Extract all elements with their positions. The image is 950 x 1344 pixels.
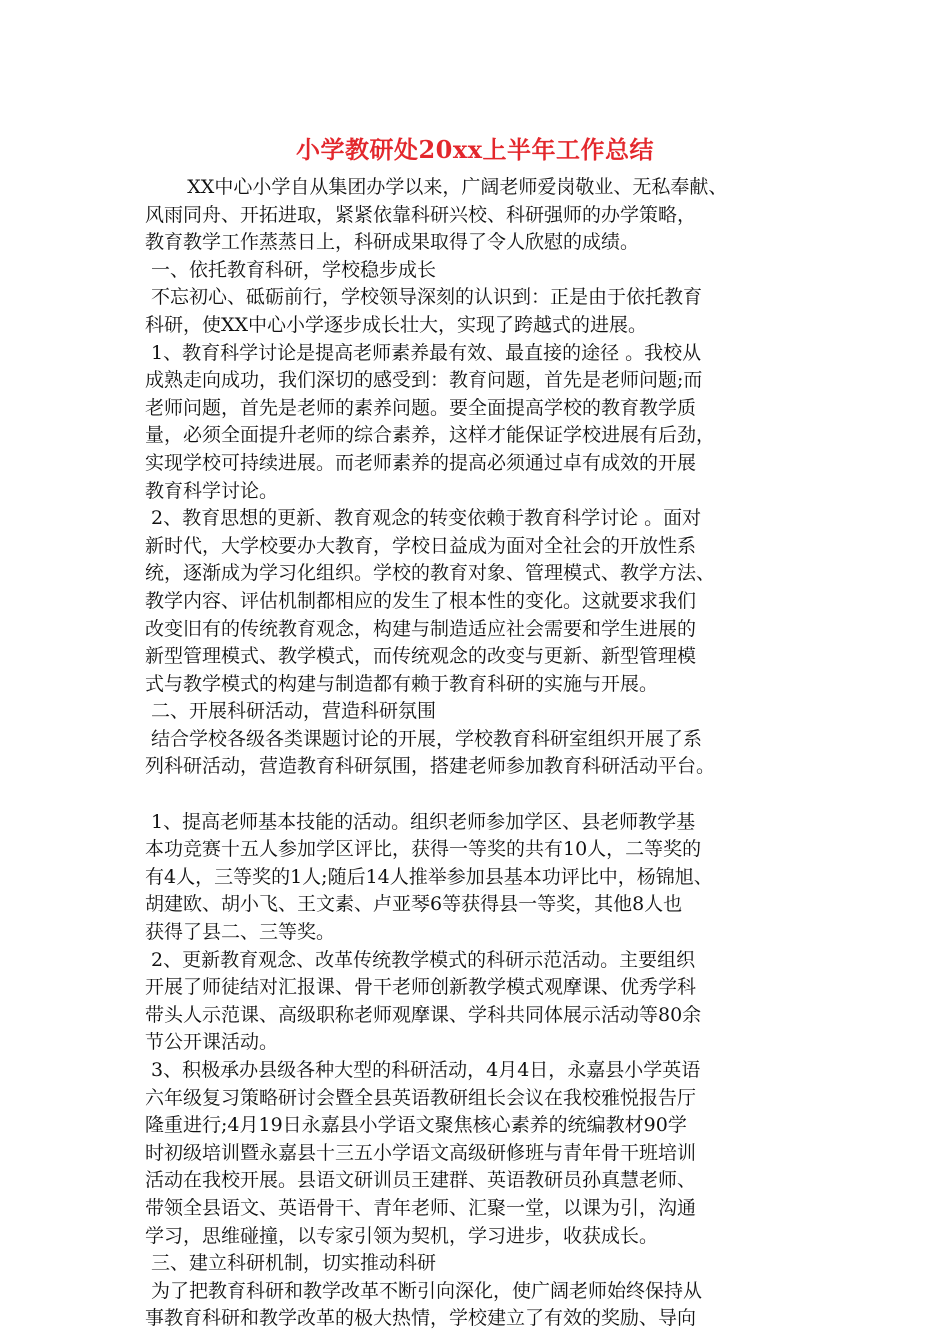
- document-title: 小学教研处20xx上半年工作总结: [295, 135, 654, 164]
- body-text-line: 2、更新教育观念、改革传统教学模式的科研示范活动。主要组织: [145, 948, 696, 971]
- body-text-line: 改变旧有的传统教育观念，构建与制造适应社会需要和学生进展的: [145, 617, 697, 640]
- body-text-line: 量，必须全面提升老师的综合素养，这样才能保证学校进展有后劲，: [145, 424, 716, 447]
- body-text-line: 本功竞赛十五人参加学区评比，获得一等奖的共有10人，二等奖的: [145, 838, 702, 861]
- body-text-line: 节公开课活动。: [145, 1031, 279, 1054]
- body-text-line: 开展了师徒结对汇报课、骨干老师创新教学模式观摩课、优秀学科: [145, 976, 697, 999]
- body-text-line: 事教育科研和教学改革的极大热情，学校建立了有效的奖励、导向: [145, 1307, 697, 1330]
- body-text-line: 学习，思维碰撞，以专家引领为契机，学习进步，收获成长。: [145, 1224, 659, 1247]
- body-text-line: 一、依托教育科研，学校稳步成长: [145, 258, 437, 281]
- body-text-line: 二、开展科研活动，营造科研氛围: [145, 700, 437, 723]
- body-text-line: 1、提高老师基本技能的活动。组织老师参加学区、县老师教学基: [145, 810, 696, 833]
- body-text-line: 2、教育思想的更新、教育观念的转变依赖于教育科学讨论 。面对: [145, 507, 702, 530]
- body-text-line: 时初级培训暨永嘉县十三五小学语文高级研修班与青年骨干班培训: [145, 1141, 697, 1164]
- body-text-line: 列科研活动，营造教育科研氛围，搭建老师参加教育科研活动平台。: [145, 755, 716, 778]
- body-text-line: 活动在我校开展。县语文研训员王建群、英语教研员孙真慧老师、: [145, 1169, 697, 1192]
- body-text-line: 式与教学模式的构建与制造都有赖于教育科研的实施与开展。: [145, 672, 659, 695]
- body-text-line: 不忘初心、砥砺前行，学校领导深刻的认识到：正是由于依托教育: [145, 286, 703, 309]
- body-text-line: 科研，使XX中心小学逐步成长壮大，实现了跨越式的进展。: [145, 313, 648, 336]
- body-text-line: 老师问题，首先是老师的素养问题。要全面提高学校的教育教学质: [145, 396, 697, 419]
- body-text-line: 三、建立科研机制，切实推动科研: [145, 1252, 437, 1275]
- body-text-line: 教育教学工作蒸蒸日上，科研成果取得了令人欣慰的成绩。: [145, 231, 640, 254]
- document-body: [145, 174, 825, 1333]
- body-text-line: 教学内容、评估机制都相应的发生了根本性的变化。这就要求我们: [145, 589, 697, 612]
- body-text-line: 隆重进行;4月19日永嘉县小学语文聚焦核心素养的统编教材90学: [145, 1114, 687, 1137]
- body-text-line: 新型管理模式、教学模式，而传统观念的改变与更新、新型管理模: [145, 645, 697, 668]
- body-text-line: 六年级复习策略研讨会暨全县英语教研组长会议在我校雅悦报告厅: [145, 1086, 697, 1109]
- body-text-line: 教育科学讨论。: [145, 479, 279, 502]
- body-text-line: 成熟走向成功，我们深切的感受到：教育问题，首先是老师问题;而: [145, 369, 703, 392]
- body-text-line: 胡建欧、胡小飞、王文素、卢亚琴6等获得县一等奖，其他8人也: [145, 893, 683, 916]
- body-text-line: 为了把教育科研和教学改革不断引向深化，使广阔老师始终保持从: [145, 1279, 703, 1302]
- body-text-line: 统，逐渐成为学习化组织。学校的教育对象、管理模式、教学方法、: [145, 562, 716, 585]
- body-text-line: 新时代，大学校要办大教育，学校日益成为面对全社会的开放性系: [145, 534, 697, 557]
- body-text-line: 3、积极承办县级各种大型的科研活动，4月4日，永嘉县小学英语: [145, 1059, 701, 1081]
- body-text-line: [145, 781, 825, 809]
- body-text-line: 带头人示范课、高级职称老师观摩课、学科共同体展示活动等80余: [145, 1003, 702, 1026]
- body-text-line: XX中心小学自从集团办学以来，广阔老师爱岗敬业、无私奉献、: [145, 176, 728, 198]
- body-text-line: 带领全县语文、英语骨干、青年老师、汇聚一堂，以课为引，沟通: [145, 1196, 697, 1219]
- body-text-line: 有4人，三等奖的1人;随后14人推举参加县基本功评比中，杨锦旭、: [145, 865, 713, 888]
- body-text-line: 风雨同舟、开拓进取，紧紧依靠科研兴校、科研强师的办学策略，: [145, 203, 697, 226]
- body-text-line: 获得了县二、三等奖。: [145, 921, 336, 944]
- body-text-line: 1、教育科学讨论是提高老师素养最有效、最直接的途径 。我校从: [145, 341, 702, 364]
- body-text-line: 结合学校各级各类课题讨论的开展，学校教育科研室组织开展了系: [145, 727, 703, 750]
- body-text-line: 实现学校可持续进展。而老师素养的提高必须通过卓有成效的开展: [145, 451, 697, 474]
